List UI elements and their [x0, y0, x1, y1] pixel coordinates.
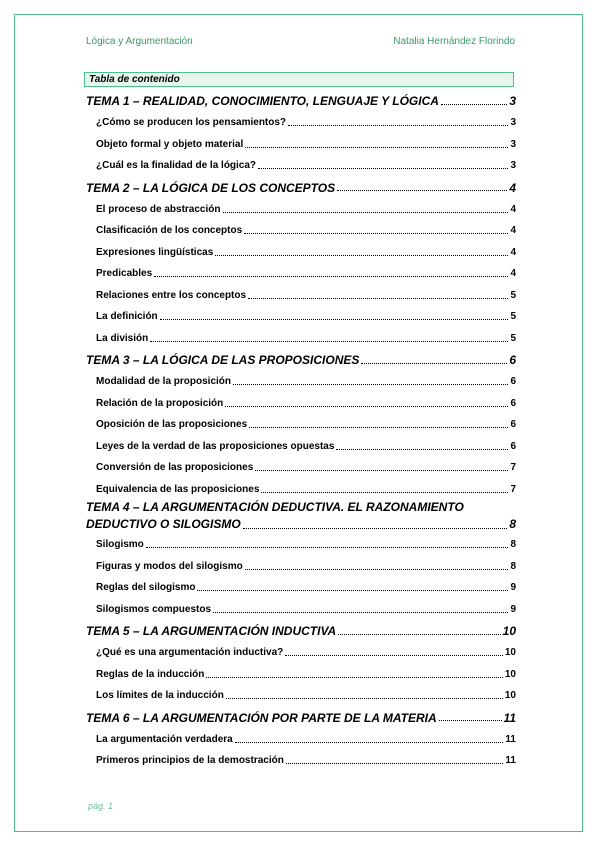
dot-leader: [206, 677, 503, 678]
toc-entry-label: Reglas de la inducción: [96, 668, 205, 680]
toc-chapter-entry[interactable]: [86, 500, 516, 534]
dot-leader: [245, 569, 509, 570]
toc-entry-page: 3: [509, 94, 516, 108]
toc-section-entry[interactable]: [86, 155, 516, 177]
toc-entry-label: Silogismos compuestos: [96, 603, 212, 615]
toc-entry-page: 3: [510, 138, 516, 150]
toc-entry-page: 6: [510, 397, 516, 409]
dot-leader: [261, 492, 508, 493]
toc-entry-page: 4: [510, 268, 516, 280]
toc-entry-label: Figuras y modos del silogismo: [96, 560, 243, 572]
toc-chapter-entry[interactable]: [86, 177, 516, 199]
toc-section-entry[interactable]: [86, 436, 516, 458]
dot-leader: [225, 406, 508, 407]
dot-leader: [244, 233, 508, 234]
toc-entry-page: 9: [510, 582, 516, 594]
dot-leader: [233, 384, 508, 385]
toc-entry-page: 3: [510, 117, 516, 129]
toc-entry-label: Leyes de la verdad de las proposiciones opuestas: [96, 440, 335, 452]
toc-section-entry[interactable]: [86, 414, 516, 436]
toc-entry-page: 8: [509, 517, 516, 531]
toc-section-entry[interactable]: [86, 577, 516, 599]
toc-entry-label: Clasificación de los conceptos: [96, 225, 243, 237]
dot-leader: [361, 363, 507, 364]
toc-entry-label: El proceso de abstracción: [96, 203, 221, 215]
toc-entry-label: TEMA 2 – LA LÓGICA DE LOS CONCEPTOS: [86, 180, 336, 195]
toc-chapter-entry[interactable]: [86, 349, 516, 371]
toc-section-entry[interactable]: [86, 242, 516, 264]
toc-entry-page: 11: [505, 755, 516, 767]
toc-entry-page: 6: [510, 376, 516, 388]
dot-leader: [337, 190, 507, 191]
toc-section-entry[interactable]: [86, 534, 516, 556]
toc-section-entry[interactable]: [86, 263, 516, 285]
table-of-contents: [86, 90, 516, 772]
dot-leader: [255, 470, 508, 471]
toc-entry-label: ¿Qué es una argumentación inductiva?: [96, 647, 284, 659]
toc-chapter-entry[interactable]: [86, 90, 516, 112]
toc-entry-label: Relación de la proposición: [96, 397, 224, 409]
toc-section-entry[interactable]: [86, 479, 516, 501]
dot-leader: [154, 276, 508, 277]
toc-entry-page: 6: [510, 419, 516, 431]
toc-entry-label: TEMA 1 – REALIDAD, CONOCIMIENTO, LENGUAJE Y LÓGICA: [86, 94, 439, 108]
dot-leader: [235, 742, 504, 743]
toc-entry-page: 4: [510, 225, 516, 237]
toc-entry-page: 7: [510, 483, 516, 495]
toc-section-entry[interactable]: [86, 371, 516, 393]
toc-section-entry[interactable]: [86, 729, 516, 751]
dot-leader: [336, 449, 508, 450]
toc-chapter-entry[interactable]: [86, 620, 516, 642]
toc-section-entry[interactable]: [86, 112, 516, 134]
toc-entry-page: 10: [504, 690, 516, 702]
toc-entry-label: Oposición de las proposiciones: [96, 419, 248, 431]
toc-section-entry[interactable]: [86, 457, 516, 479]
toc-entry-label: ¿Cómo se producen los pensamientos?: [96, 117, 287, 129]
toc-entry-page: 10: [504, 668, 516, 680]
toc-entry-label: TEMA 3 – LA LÓGICA DE LAS PROPOSICIONES: [86, 353, 360, 367]
toc-entry-page: 4: [510, 203, 516, 215]
dot-leader: [215, 255, 508, 256]
toc-section-entry[interactable]: [86, 664, 516, 686]
toc-entry-page: 8: [510, 560, 516, 572]
toc-entry-page: 6: [510, 440, 516, 452]
header-course-title: Lógica y Argumentación: [86, 36, 193, 47]
toc-entry-label: La argumentación verdadera: [96, 733, 233, 745]
toc-entry-label-continued: DEDUCTIVO O SILOGISMO: [86, 517, 241, 531]
toc-entry-label: TEMA 6 – LA ARGUMENTACIÓN POR PARTE DE LA MATERIA: [86, 710, 437, 725]
toc-entry-page: 11: [505, 733, 516, 745]
dot-leader: [245, 147, 508, 148]
toc-entry-page: 10: [502, 624, 516, 638]
dot-leader: [338, 634, 500, 635]
header-author: Natalia Hernández Florindo: [393, 36, 515, 47]
dot-leader: [441, 104, 507, 105]
toc-chapter-entry[interactable]: [86, 707, 516, 729]
toc-heading: Tabla de contenido: [84, 72, 514, 87]
toc-section-entry[interactable]: [86, 199, 516, 221]
toc-entry-label: Conversión de las proposiciones: [96, 462, 254, 474]
toc-entry-page: 7: [510, 462, 516, 474]
toc-section-entry[interactable]: [86, 642, 516, 664]
toc-section-entry[interactable]: [86, 134, 516, 156]
toc-entry-label: Reglas del silogismo: [96, 582, 196, 594]
toc-entry-page: 3: [510, 160, 516, 172]
toc-entry-label: Objeto formal y objeto material: [96, 138, 244, 150]
dot-leader: [226, 698, 503, 699]
dot-leader: [439, 720, 502, 721]
toc-entry-page: 11: [503, 710, 516, 725]
dot-leader: [285, 655, 503, 656]
toc-section-entry[interactable]: [86, 685, 516, 707]
toc-section-entry[interactable]: [86, 220, 516, 242]
toc-entry-page: 5: [510, 311, 516, 323]
toc-entry-page: 4: [509, 180, 516, 195]
toc-section-entry[interactable]: [86, 306, 516, 328]
toc-entry-label: TEMA 5 – LA ARGUMENTACIÓN INDUCTIVA: [86, 624, 337, 638]
toc-section-entry[interactable]: [86, 285, 516, 307]
dot-leader: [197, 590, 508, 591]
toc-entry-label: La definición: [96, 311, 158, 323]
dot-leader: [223, 212, 509, 213]
dot-leader: [248, 298, 508, 299]
dot-leader: [160, 319, 509, 320]
dot-leader: [213, 612, 508, 613]
toc-entry-label: Expresiones lingüísticas: [96, 246, 214, 258]
toc-entry-label: Primeros principios de la demostración: [96, 755, 284, 767]
toc-entry-page: 4: [510, 246, 516, 258]
toc-entry-page: 6: [509, 353, 516, 367]
dot-leader: [258, 168, 508, 169]
toc-entry-label: La división: [96, 332, 149, 344]
dot-leader: [249, 427, 508, 428]
toc-entry-label: Relaciones entre los conceptos: [96, 289, 247, 301]
dot-leader: [288, 125, 508, 126]
toc-section-entry[interactable]: [86, 599, 516, 621]
toc-entry-page: 5: [510, 332, 516, 344]
toc-entry-label: Modalidad de la proposición: [96, 376, 232, 388]
page-number: pág. 1: [88, 801, 114, 811]
toc-section-entry[interactable]: [86, 556, 516, 578]
dot-leader: [286, 763, 504, 764]
toc-entry-page: 10: [504, 647, 516, 659]
toc-entry-label: Equivalencia de las proposiciones: [96, 483, 260, 495]
toc-section-entry[interactable]: [86, 750, 516, 772]
dot-leader: [150, 341, 508, 342]
toc-section-entry[interactable]: [86, 393, 516, 415]
dot-leader: [243, 528, 508, 529]
toc-entry-label: Silogismo: [96, 539, 144, 551]
toc-entry-label: Predicables: [96, 268, 153, 280]
toc-entry-page: 5: [510, 289, 516, 301]
toc-entry-page: 8: [510, 539, 516, 551]
toc-entry-label: ¿Cuál es la finalidad de la lógica?: [96, 160, 257, 172]
toc-section-entry[interactable]: [86, 328, 516, 350]
toc-entry-label: TEMA 4 – LA ARGUMENTACIÓN DEDUCTIVA. EL RAZONAMIENTO: [86, 500, 464, 514]
dot-leader: [146, 547, 509, 548]
toc-entry-page: 9: [510, 603, 516, 615]
toc-entry-label: Los límites de la inducción: [96, 690, 224, 702]
